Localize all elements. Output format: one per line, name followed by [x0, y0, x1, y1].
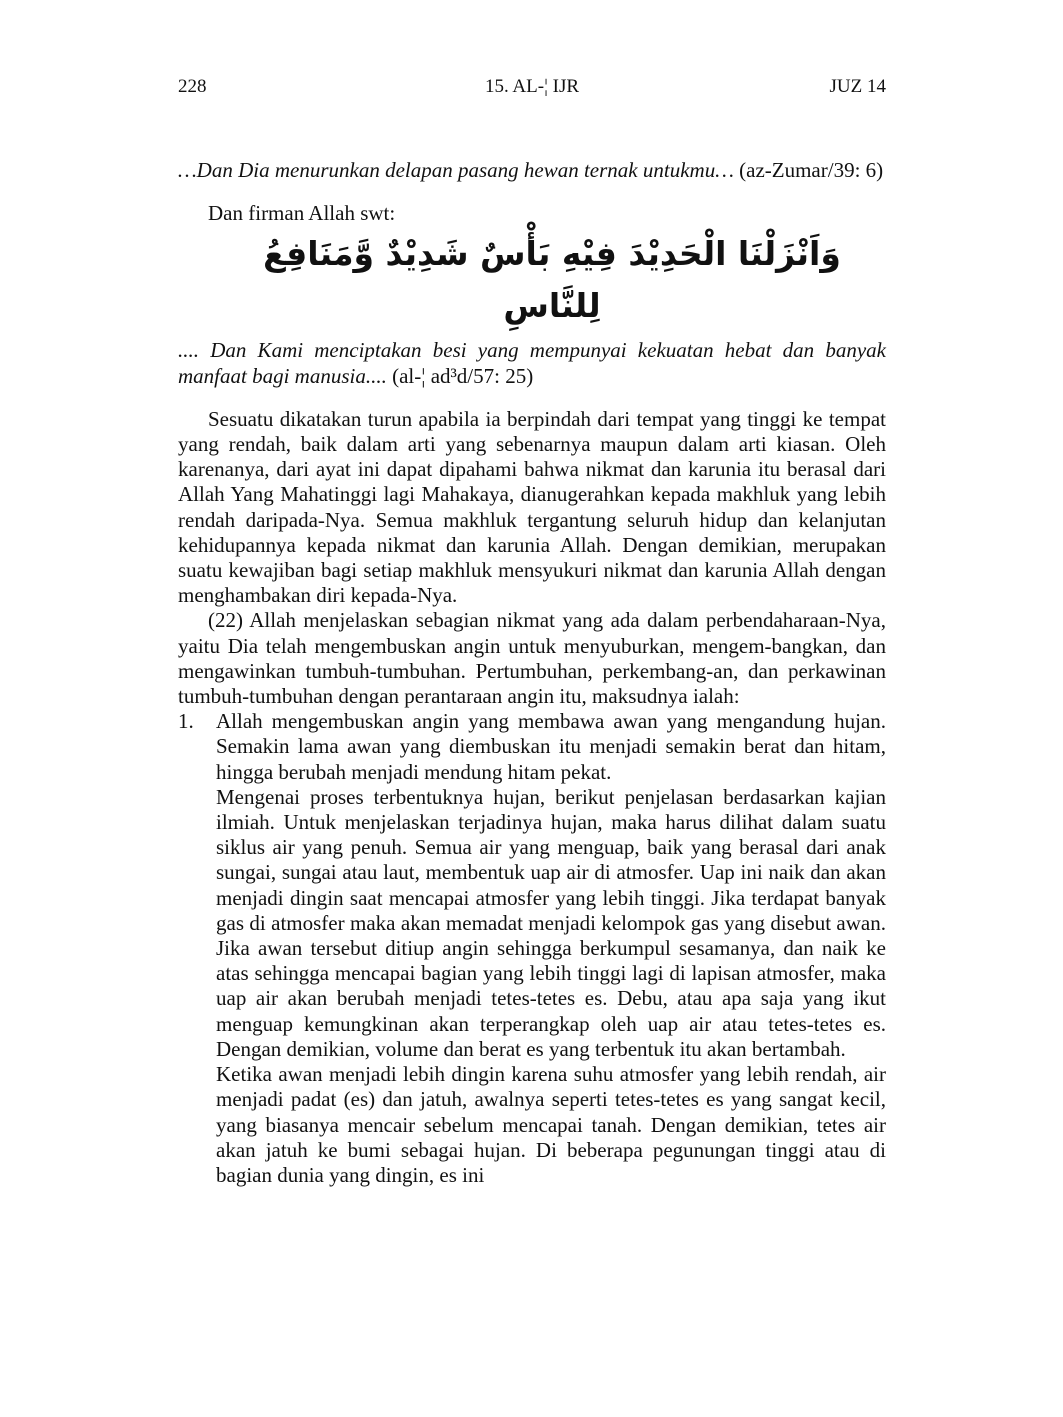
- juz-label: JUZ 14: [829, 76, 886, 97]
- list-item: [178, 709, 886, 1188]
- quote-1-reference: (az-Zumar/39: 6): [739, 158, 884, 182]
- paragraph-2: (22) Allah menjelaskan sebagian nikmat yang ada dalam perbendaharaan-Nya, yaitu Dia telah mengembuskan angin untuk menyuburkan, mengem-bangkan, dan mengawinkan tumbuh-tumbuhan. Pertumbuhan, perkembang-an, dan perkawinan tumbuh-tumbuhan dengan perantaraan angin itu, maksudnya ialah:: [178, 608, 886, 709]
- paragraph-1: Sesuatu dikatakan turun apabila ia berpindah dari tempat yang tinggi ke tempat yang rendah, baik dalam arti yang sebenarnya maupun dalam arti kiasan. Oleh karenanya, dari ayat ini dapat dipahami bahwa nikmat dan karunia itu berasal dari Allah Yang Mahatinggi lagi Mahakaya, dianugerahkan kepada makhluk yang lebih rendah daripada-Nya. Semua makhluk tergantung seluruh hidup dan kelanjutan kehidupannya kepada nikmat dan karunia Allah. Dengan demikian, merupakan suatu kewajiban bagi setiap makhluk mensyukuri nikmat dan karunia Allah dengan menghambakan diri kepada-Nya.: [178, 406, 886, 608]
- list-item-paragraph: Mengenai proses terbentuknya hujan, berikut penjelasan berdasarkan kajian ilmiah. Untuk menjelaskan terjadinya hujan, maka harus dilihat dalam suatu siklus air yang penuh. Semua air yang menguap, baik yang berasal dari anak sungai, sungai atau laut, membentuk uap air di atmosfer. Uap ini naik dan akan menjadi dingin saat mencapai atmosfer yang lebih tinggi. Jika terdapat banyak gas di atmosfer maka akan memadat menjadi kelompok gas yang disebut awan. Jika awan tersebut ditiup angin sehingga berkumpul sesamanya, dan naik ke atas sehingga mencapai bagian yang lebih tinggi lagi di lapisan atmosfer, maka uap air akan berubah menjadi tetes-tetes es. Debu, atau apa saja yang ikut menguap kemungkinan akan terperangkap oleh uap air atau tetes-tetes es. Dengan demikian, volume dan berat es yang terbentuk itu akan bertambah.: [216, 784, 886, 1061]
- quote-2-reference: (al-¦ ad³d/57: 25): [392, 363, 534, 388]
- list-item-paragraph: Allah mengembuskan angin yang membawa awan yang mengandung hujan. Semakin lama awan yang diembuskan itu menjadi semakin berat dan hitam, hingga berubah menjadi mendung hitam pekat.: [216, 709, 886, 784]
- list-item-number: 1.: [178, 709, 194, 734]
- quote-1-translation: …Dan Dia menurunkan delapan pasang hewan ternak untukmu…: [178, 158, 734, 182]
- page-number: 228: [178, 76, 207, 97]
- intro-text: Dan firman Allah swt:: [208, 201, 396, 226]
- page-body: [178, 158, 886, 1188]
- quote-2-translation: .... Dan Kami menciptakan besi yang mempunyai kekuatan hebat dan banyak manfaat bagi manusia....: [178, 338, 886, 388]
- quote-2: [178, 338, 886, 388]
- quote-1: [178, 158, 886, 183]
- explanation-list: [178, 709, 886, 1188]
- surah-title: 15. AL-¦ IJR: [484, 76, 580, 97]
- page-header: [178, 76, 886, 102]
- arabic-verse: وَاَنْزَلْنَا الْحَدِيْدَ فِيْهِ بَأْسٌ شَدِيْدٌ وَّمَنَافِعُ لِلنَّاسِ: [263, 234, 841, 326]
- list-item-paragraph: Ketika awan menjadi lebih dingin karena suhu atmosfer yang lebih rendah, air menjadi padat (es) dan jatuh, awalnya seperti tetes-tetes es yang sangat kecil, yang biasanya mencair sebelum mencapai tanah. Dengan demikian, tetes air akan jatuh ke bumi sebagai hujan. Di beberapa pegunungan tinggi atau di bagian dunia yang dingin, es ini: [216, 1062, 886, 1187]
